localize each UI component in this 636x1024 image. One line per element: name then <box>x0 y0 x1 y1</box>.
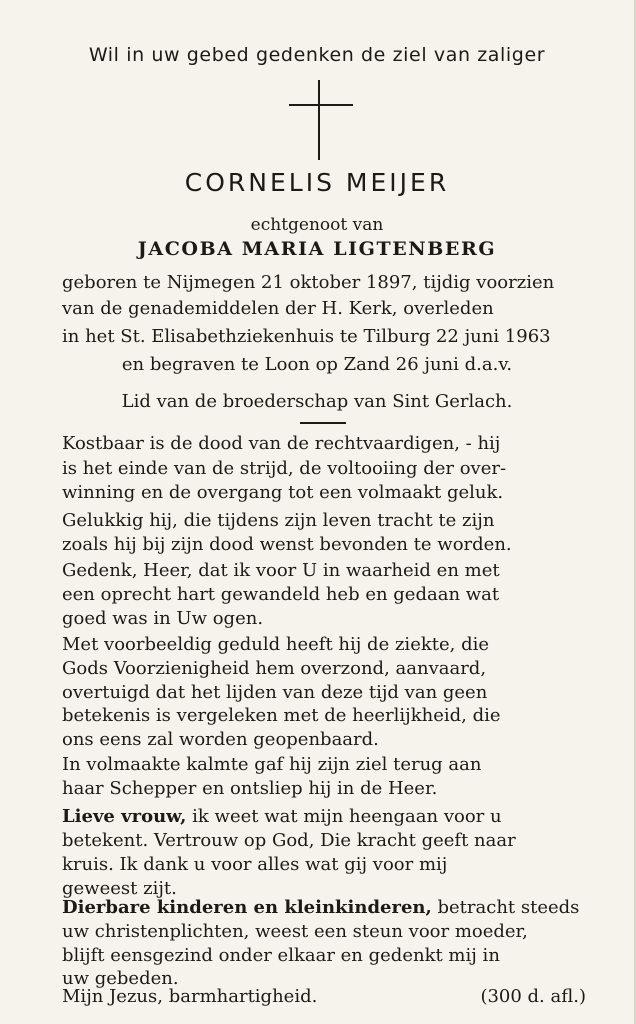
wife-line <box>62 806 502 827</box>
bio-line: van de genademiddelen der H. Kerk, overleden <box>62 298 494 319</box>
deceased-name: CORNELIS MEIJER <box>184 168 450 197</box>
children-line <box>62 897 579 918</box>
text-line: winning en de overgang tot een volmaakt geluk. <box>62 482 504 503</box>
spouse-name: JACOBA MARIA LIGTENBERG <box>137 238 497 260</box>
text-line: Gods Voorzienigheid hem overzond, aanvaard, <box>62 658 487 679</box>
prayer-line: Mijn Jezus, barmhartigheid. <box>62 986 318 1007</box>
spouse-label: echtgenoot van <box>250 215 384 235</box>
children-text: betracht steeds <box>431 897 580 918</box>
children-lead: Dierbare kinderen en kleinkinderen, <box>62 897 432 918</box>
text-line: Gelukkig hij, die tijdens zijn leven tracht te zijn <box>62 510 495 531</box>
indulgence-note: (300 d. afl.) <box>480 986 586 1007</box>
text-line: een oprecht hart gewandeld heb en gedaan wat <box>62 584 500 605</box>
text-line: is het einde van de strijd, de voltooiing der over- <box>62 458 507 479</box>
cross-icon <box>318 80 320 160</box>
text-line: kruis. Ik dank u voor alles wat gij voor mij <box>62 854 448 875</box>
text-line: geweest zijt. <box>62 878 177 899</box>
wife-text: ik weet wat mijn heengaan voor u <box>186 806 502 827</box>
text-line: Kostbaar is de dood van de rechtvaardigen, - hij <box>62 433 501 454</box>
text-line: uw christenplichten, weest een steun voor moeder, <box>62 921 528 942</box>
text-line: In volmaakte kalmte gaf hij zijn ziel terug aan <box>62 754 482 775</box>
brotherhood-line: Lid van de broederschap van Sint Gerlach. <box>121 391 513 412</box>
text-line: goed was in Uw ogen. <box>62 608 264 629</box>
cross-icon-bar <box>289 104 353 106</box>
bio-line: en begraven te Loon op Zand 26 juni d.a.v. <box>121 354 513 375</box>
bio-line: geboren te Nijmegen 21 oktober 1897, tijdig voorzien <box>62 272 555 293</box>
text-line: haar Schepper en ontsliep hij in de Heer. <box>62 778 438 799</box>
text-line: betekenis is vergeleken met de heerlijkheid, die <box>62 705 501 726</box>
divider <box>300 422 346 424</box>
text-line: overtuigd dat het lijden van deze tijd van geen <box>62 682 488 703</box>
text-line: Met voorbeeldig geduld heeft hij de ziekte, die <box>62 634 490 655</box>
text-line: blijft eensgezind onder elkaar en gedenkt mij in <box>62 945 500 966</box>
intro-line: Wil in uw gebed gedenken de ziel van zaliger <box>88 44 546 66</box>
bio-line: in het St. Elisabethziekenhuis te Tilburg 22 juni 1963 <box>62 326 551 347</box>
text-line: zoals hij bij zijn dood wenst bevonden te worden. <box>62 534 512 555</box>
text-line: ons eens zal worden geopenbaard. <box>62 729 379 750</box>
text-line: Gedenk, Heer, dat ik voor U in waarheid en met <box>62 560 500 581</box>
text-line: betekent. Vertrouw op God, Die kracht geeft naar <box>62 830 516 851</box>
text-line: uw gebeden. <box>62 968 179 989</box>
wife-lead: Lieve vrouw, <box>62 806 187 827</box>
